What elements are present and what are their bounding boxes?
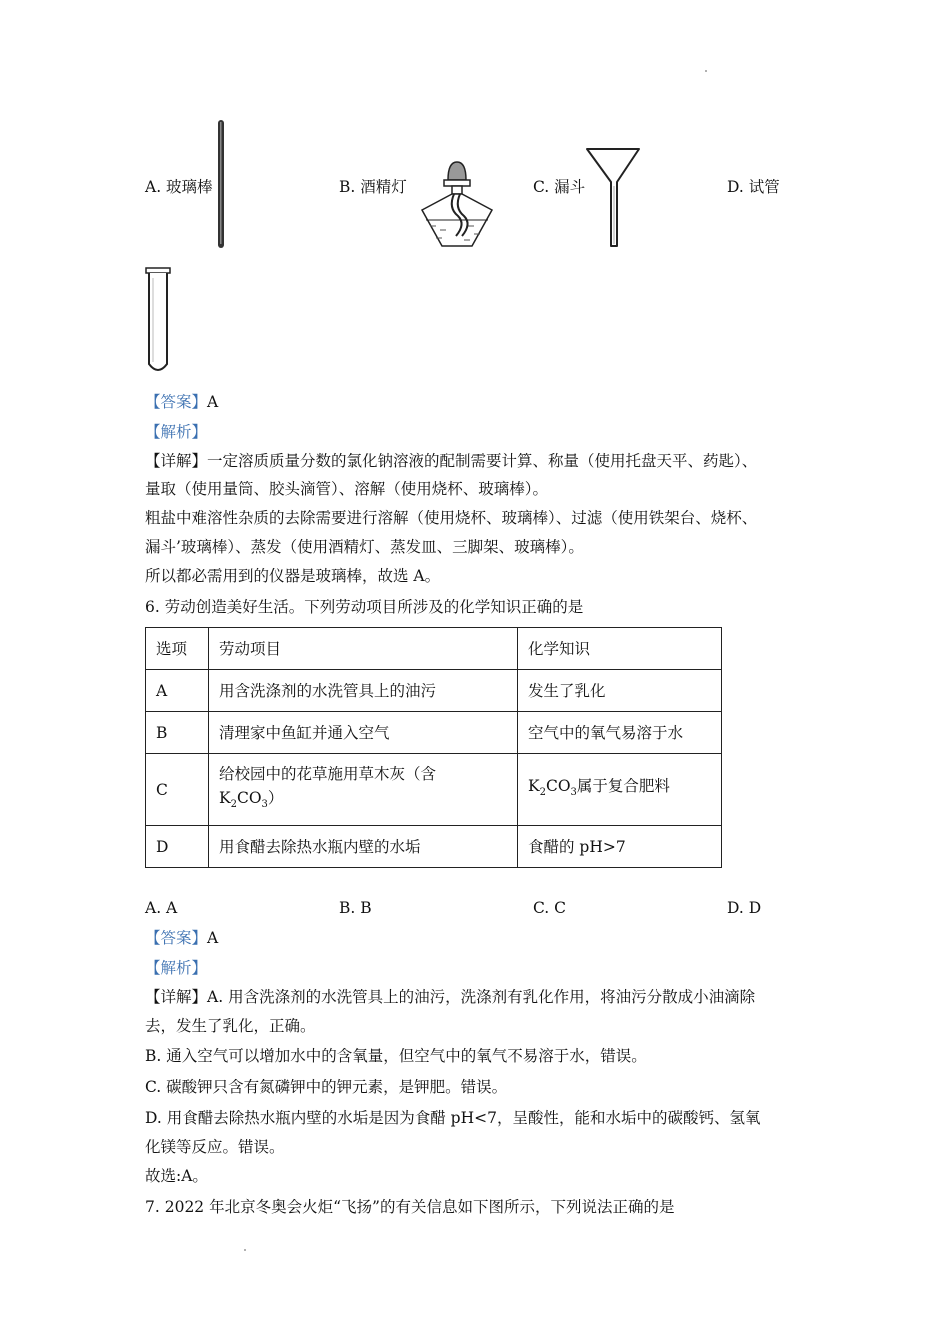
table-row bbox=[146, 826, 722, 868]
header-cell: 选项 bbox=[146, 628, 209, 670]
table-cell: 用含洗涤剂的水洗管具上的油污 bbox=[209, 670, 518, 712]
test-tube-icon bbox=[144, 266, 172, 378]
q6-detail-line3: B. 通入空气可以增加水中的含氧量，但空气中的氧气不易溶于水，错误。 bbox=[145, 1047, 647, 1065]
option-d-label: D. 试管 bbox=[727, 178, 780, 196]
table-cell-formula: $K_2CO_3$） bbox=[219, 788, 284, 811]
table-cell: B bbox=[146, 712, 209, 754]
page-dot bbox=[244, 1249, 246, 1251]
table-header-row bbox=[146, 628, 722, 670]
table-cell: 用食醋去除热水瓶内壁的水垢 bbox=[209, 826, 518, 868]
table-cell: C bbox=[146, 754, 209, 826]
q6-analysis-tag: 【解析】 bbox=[145, 959, 208, 977]
q7-question: 7. 2022 年北京冬奥会火炬“飞扬”的有关信息如下图所示，下列说法正确的是 bbox=[145, 1198, 675, 1216]
q5-detail-line2: 量取（使用量筒、胶头滴管）、溶解（使用烧杯、玻璃棒）。 bbox=[145, 480, 549, 498]
q6-table bbox=[145, 627, 722, 868]
q6-choice-c: C. C bbox=[533, 899, 567, 917]
page-dot bbox=[705, 70, 707, 72]
q6-detail-line5: D. 用食醋去除热水瓶内壁的水垢是因为食醋 pH<7，呈酸性，能和水垢中的碳酸钙、氢氧 bbox=[145, 1109, 761, 1127]
q5-answer: 【答案】A bbox=[145, 393, 219, 411]
option-a-label: A. 玻璃棒 bbox=[145, 178, 213, 196]
table-cell: $K_2CO_3$属于复合肥料 bbox=[518, 754, 722, 826]
table-cell: 食醋的 pH>7 bbox=[518, 826, 722, 868]
q5-detail-line3: 粗盐中难溶性杂质的去除需要进行溶解（使用烧杯、玻璃棒）、过滤（使用铁架台、烧杯、 bbox=[145, 509, 758, 527]
table-row bbox=[146, 754, 722, 826]
option-c-label: C. 漏斗 bbox=[533, 178, 586, 196]
q5-detail-line5: 所以都必需用到的仪器是玻璃棒，故选 A。 bbox=[145, 567, 441, 585]
option-b-label: B. 酒精灯 bbox=[339, 178, 407, 196]
q6-detail-line7: 故选:A。 bbox=[145, 1167, 208, 1185]
funnel-icon bbox=[584, 146, 642, 248]
table-row bbox=[146, 712, 722, 754]
alcohol-lamp-icon bbox=[408, 158, 504, 250]
q6-detail-line2: 去，发生了乳化，正确。 bbox=[145, 1017, 316, 1035]
q6-choice-b: B. B bbox=[339, 899, 372, 917]
q5-detail-line1: 【详解】一定溶质质量分数的氯化钠溶液的配制需要计算、称量（使用托盘天平、药匙）、 bbox=[145, 452, 758, 470]
table-cell bbox=[209, 754, 518, 826]
table-cell: 空气中的氧气易溶于水 bbox=[518, 712, 722, 754]
q6-choice-a: A. A bbox=[145, 899, 178, 917]
q6-question: 6. 劳动创造美好生活。下列劳动项目所涉及的化学知识正确的是 bbox=[145, 598, 584, 616]
glass-rod-icon bbox=[214, 118, 228, 250]
table-cell: 清理家中鱼缸并通入空气 bbox=[209, 712, 518, 754]
q6-detail-line6: 化镁等反应。错误。 bbox=[145, 1138, 285, 1156]
header-cell: 化学知识 bbox=[518, 628, 722, 670]
table-cell: A bbox=[146, 670, 209, 712]
q6-detail-line1: 【详解】A. 用含洗涤剂的水洗管具上的油污，洗涤剂有乳化作用，将油污分散成小油滴除 bbox=[145, 988, 756, 1006]
table-cell-text: 给校园中的花草施用草木灰（含 bbox=[219, 764, 437, 783]
q6-detail-line4: C. 碳酸钾只含有氮磷钾中的钾元素，是钾肥。错误。 bbox=[145, 1078, 508, 1096]
table-cell: 发生了乳化 bbox=[518, 670, 722, 712]
q5-detail-line4: 漏斗’玻璃棒）、蒸发（使用酒精灯、蒸发皿、三脚架、玻璃棒）。 bbox=[145, 538, 584, 556]
table-cell: D bbox=[146, 826, 209, 868]
q5-analysis-tag: 【解析】 bbox=[145, 423, 208, 441]
table-row bbox=[146, 670, 722, 712]
header-cell: 劳动项目 bbox=[209, 628, 518, 670]
q6-choice-d: D. D bbox=[727, 899, 762, 917]
q6-answer: 【答案】A bbox=[145, 929, 219, 947]
